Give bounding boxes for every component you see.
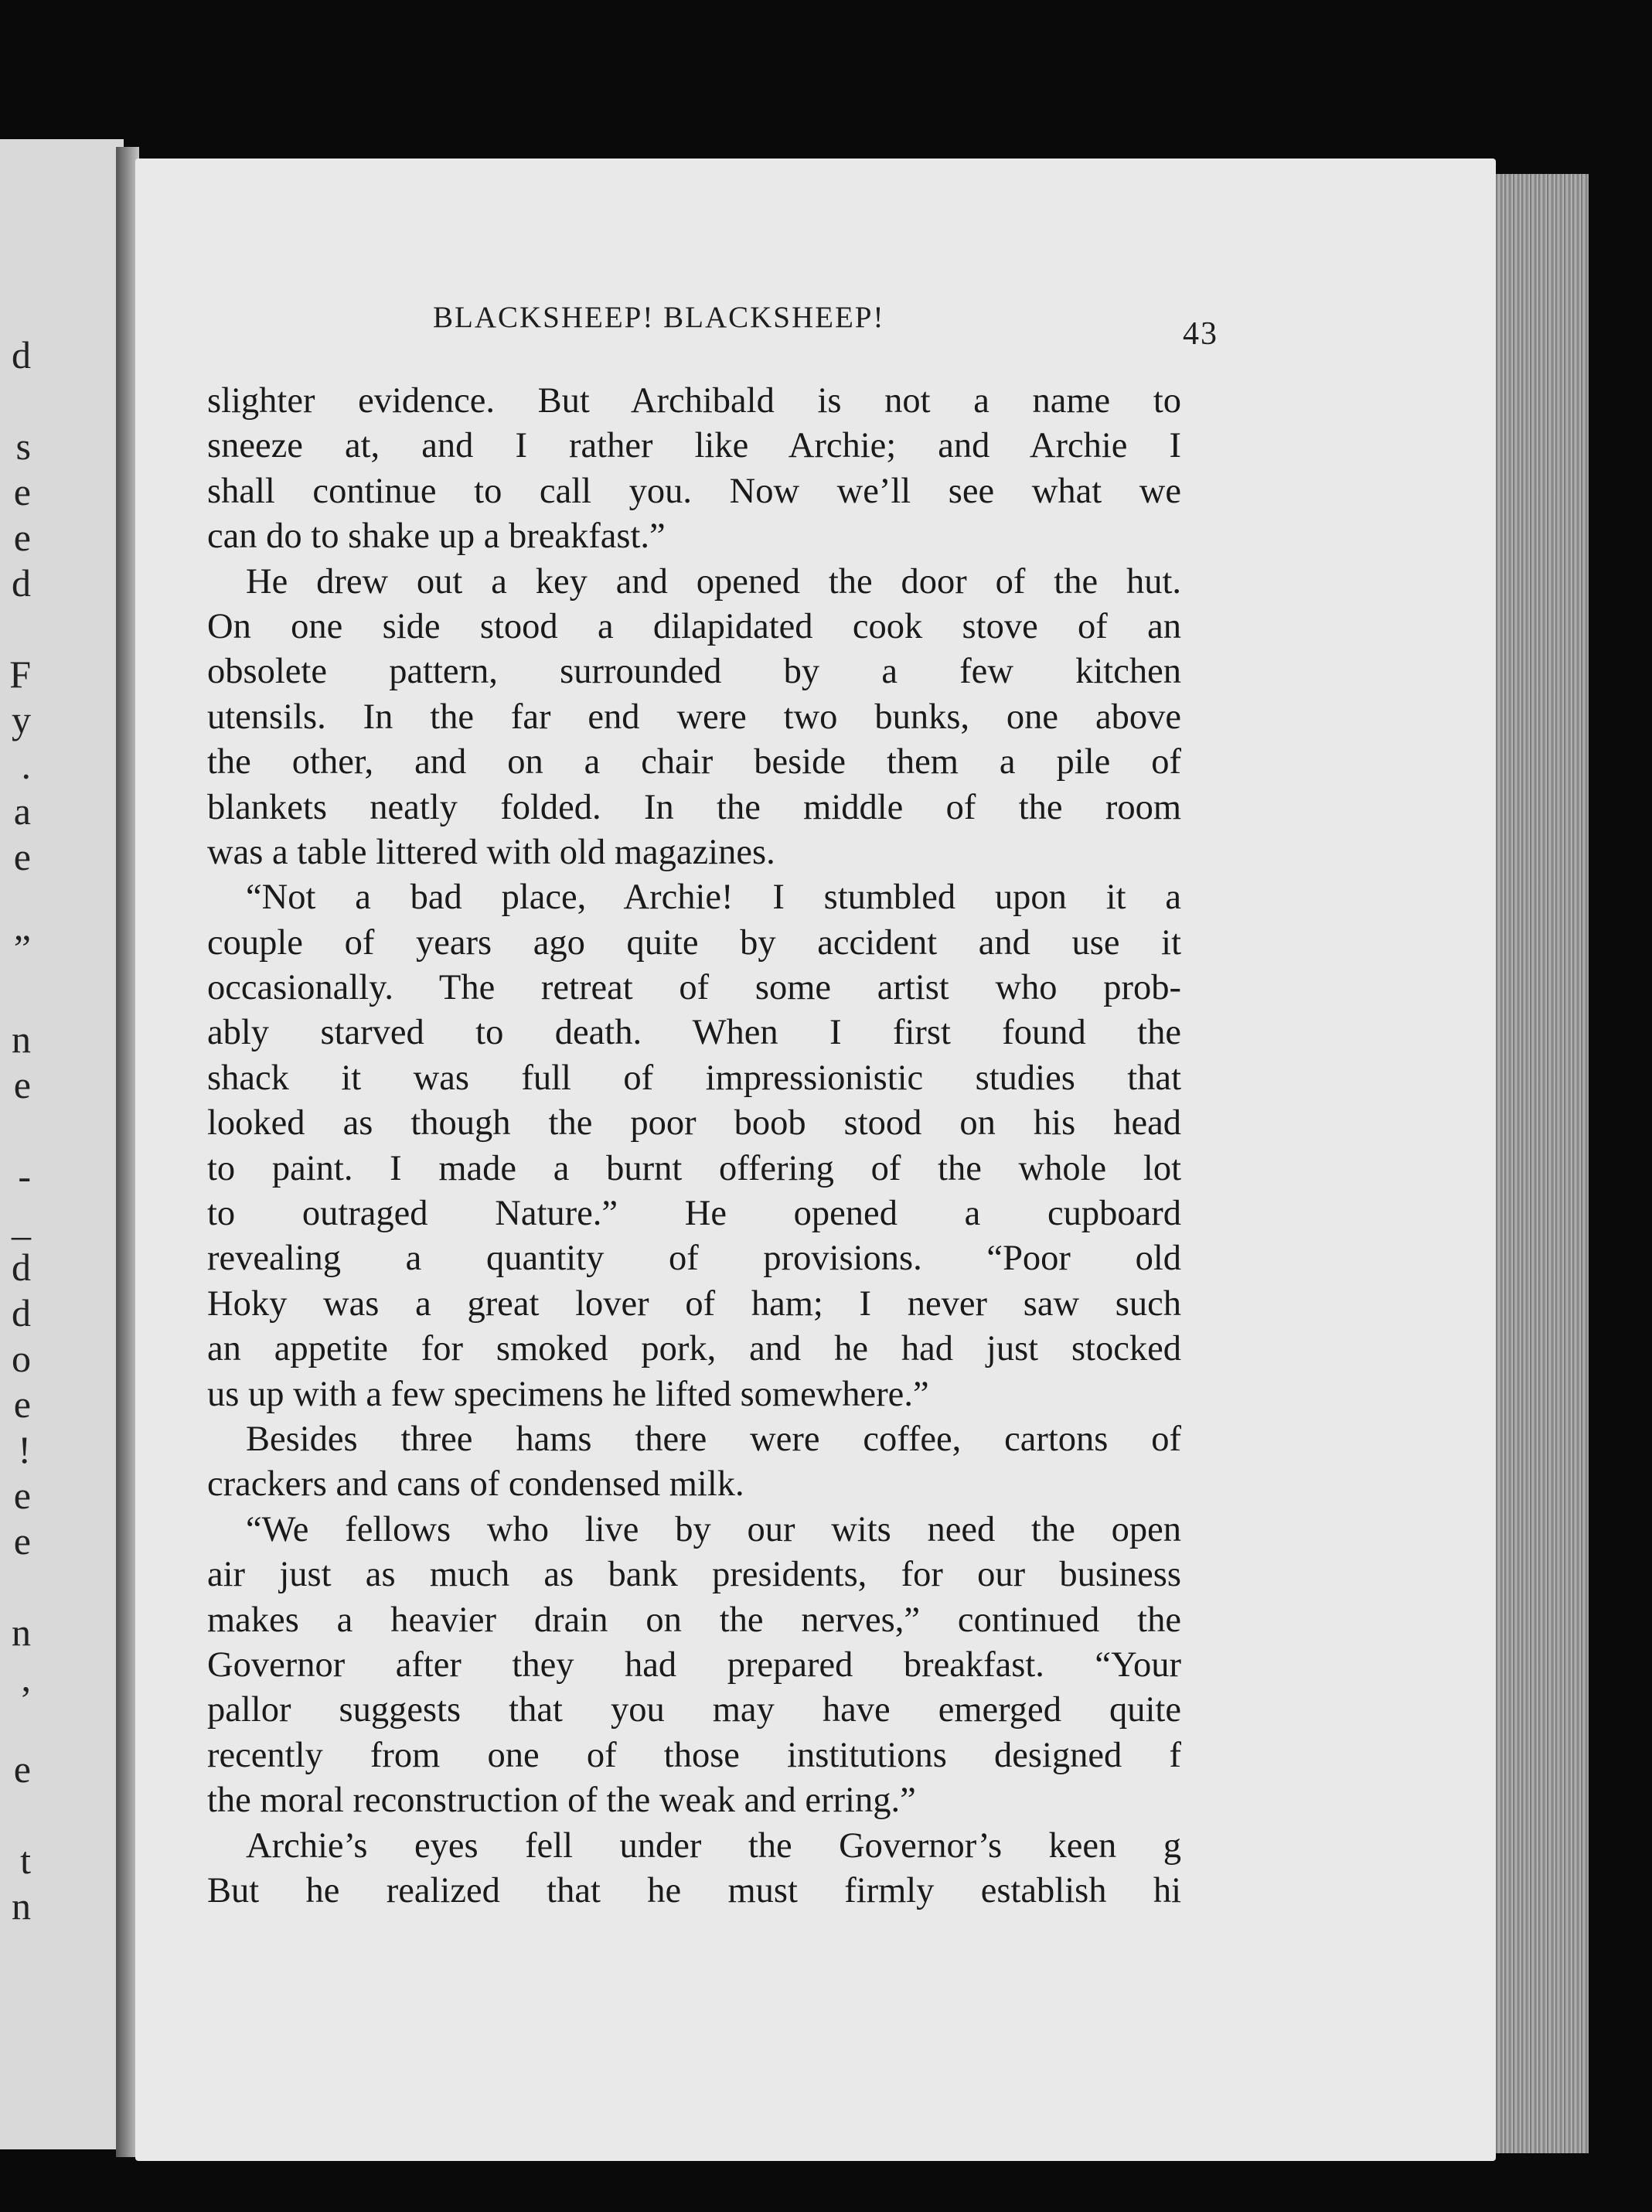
text-line: makes a heavier drain on the nerves,” continued the	[207, 1600, 1181, 1640]
text-line: blankets neatly folded. In the middle of the room	[207, 787, 1181, 827]
clipped-letter	[0, 880, 31, 925]
clipped-letter	[0, 1701, 31, 1747]
text-line: revealing a quantity of provisions. “Poor old	[207, 1239, 1181, 1279]
text-line: occasionally. The retreat of some artist who prob-	[207, 968, 1181, 1008]
text-line: slighter evidence. But Archibald is not a name to	[207, 381, 1181, 421]
clipped-letter	[0, 606, 31, 652]
clipped-letter: e	[13, 1747, 31, 1791]
clipped-letter: d	[12, 1246, 31, 1289]
clipped-letter: a	[13, 789, 31, 833]
clipped-letter	[0, 971, 31, 1017]
text-line: Governor after they had prepared breakfast. “Your	[207, 1645, 1181, 1685]
clipped-letter: e	[13, 835, 31, 878]
clipped-letter: t	[20, 1839, 31, 1882]
text-line: utensils. In the far end were two bunks, one above	[207, 697, 1181, 737]
clipped-letter: .	[21, 744, 31, 787]
clipped-letter: e	[13, 1519, 31, 1563]
text-line: But he realized that he must firmly establish hi	[207, 1870, 1181, 1910]
clipped-letter: !	[18, 1428, 31, 1471]
text-line: us up with a few specimens he lifted somewhere.”	[207, 1374, 929, 1414]
page-number: 43	[1183, 316, 1218, 352]
clipped-letter: _	[12, 1200, 31, 1243]
text-line: can do to shake up a breakfast.”	[207, 516, 666, 557]
text-line: pallor suggests that you may have emerged quite	[207, 1690, 1181, 1730]
clipped-letter	[0, 378, 31, 424]
clipped-letter: n	[12, 1884, 31, 1927]
clipped-letter	[0, 1108, 31, 1154]
text-line: Besides three hams there were coffee, cartons of	[246, 1419, 1181, 1459]
text-line: crackers and cans of condensed milk.	[207, 1464, 744, 1505]
clipped-letter	[0, 1564, 31, 1610]
text-line: looked as though the poor boob stood on his head	[207, 1103, 1181, 1143]
clipped-letter: s	[15, 424, 31, 468]
text-line: shall continue to call you. Now we’ll see what we	[207, 471, 1181, 511]
text-line: shack it was full of impressionistic studies that	[207, 1058, 1181, 1098]
clipped-letter: -	[18, 1154, 31, 1198]
text-line: “Not a bad place, Archie! I stumbled upon it a	[246, 878, 1181, 918]
clipped-letter: F	[9, 653, 31, 696]
clipped-letter: ,	[21, 1656, 31, 1699]
clipped-letter: e	[13, 1063, 31, 1106]
clipped-letter: d	[12, 1291, 31, 1334]
text-line: to outraged Nature.” He opened a cupboard	[207, 1194, 1181, 1234]
clipped-letter: d	[12, 333, 31, 377]
text-line: the moral reconstruction of the weak and erring.”	[207, 1781, 916, 1821]
text-line: recently from one of those institutions designed f	[207, 1735, 1181, 1775]
left-page-clipped-letters	[0, 332, 31, 1929]
clipped-letter: y	[12, 698, 31, 741]
clipped-letter	[0, 1792, 31, 1838]
text-line: “We fellows who live by our wits need the open	[246, 1509, 1181, 1549]
text-line: Archie’s eyes fell under the Governor’s keen g	[246, 1825, 1181, 1866]
clipped-letter: ”	[13, 926, 31, 970]
clipped-letter: n	[12, 1610, 31, 1654]
text-line: sneeze at, and I rather like Archie; and Archie I	[207, 426, 1181, 466]
clipped-letter: o	[12, 1337, 31, 1380]
text-line: couple of years ago quite by accident and use it	[207, 922, 1181, 963]
text-line: was a table littered with old magazines.	[207, 832, 775, 872]
clipped-letter: e	[13, 516, 31, 559]
running-head-title: BLACKSHEEP! BLACKSHEEP!	[433, 301, 885, 334]
page-body-text	[207, 379, 1181, 1914]
text-line: ably starved to death. When I first found the	[207, 1013, 1181, 1053]
page-edges	[1496, 174, 1589, 2153]
text-line: Hoky was a great lover of ham; I never saw such	[207, 1283, 1181, 1324]
text-line: obsolete pattern, surrounded by a few kitchen	[207, 652, 1181, 692]
text-line: an appetite for smoked pork, and he had just stocked	[207, 1329, 1181, 1369]
text-line: On one side stood a dilapidated cook stove of an	[207, 606, 1181, 646]
clipped-letter: e	[13, 1474, 31, 1517]
clipped-letter: n	[12, 1017, 31, 1061]
text-line: the other, and on a chair beside them a pile of	[207, 742, 1181, 782]
clipped-letter: e	[13, 1382, 31, 1426]
text-line: air just as much as bank presidents, for our business	[207, 1555, 1181, 1595]
text-line: to paint. I made a burnt offering of the whole lot	[207, 1148, 1181, 1188]
clipped-letter: e	[13, 470, 31, 513]
clipped-letter: d	[12, 561, 31, 605]
text-line: He drew out a key and opened the door of the hut.	[246, 561, 1181, 602]
